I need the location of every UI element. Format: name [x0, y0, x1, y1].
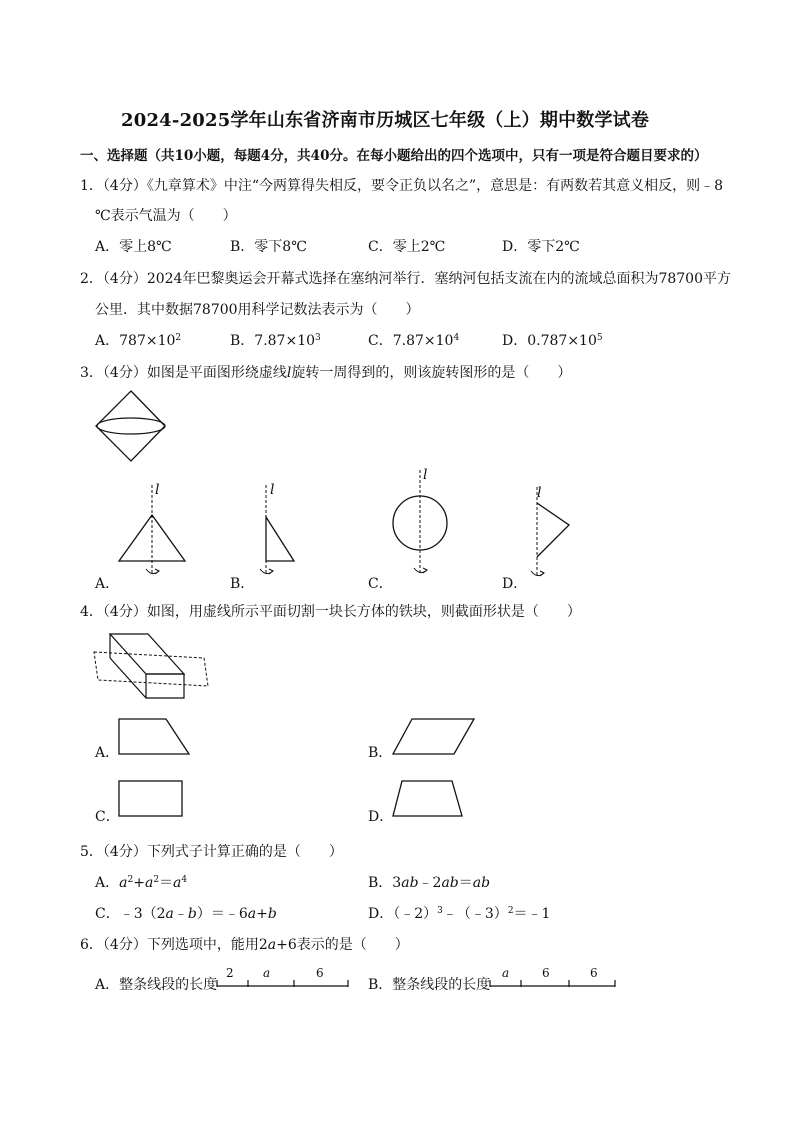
- option-a[interactable]: A．: [95, 576, 120, 592]
- cuboid-cut-figure: [92, 632, 212, 702]
- page-title: 2024-2025学年山东省济南市历城区七年级（上）期中数学试卷: [121, 110, 650, 131]
- option-d[interactable]: D．（﹣2）$^3$﹣（﹣3）$^2$＝﹣1: [368, 906, 551, 922]
- option-b[interactable]: B．: [230, 576, 255, 592]
- option-b[interactable]: B．零下8℃: [230, 239, 307, 255]
- wedge-axis-figure[interactable]: [525, 485, 585, 580]
- question-number: 2．: [80, 271, 103, 287]
- question-line: 4．（4分）如图，用虚线所示平面切割一块长方体的铁块，则截面形状是（ ）: [80, 604, 581, 620]
- rectangle-shape[interactable]: [118, 780, 184, 818]
- isosceles-trapezoid-shape[interactable]: [392, 780, 464, 818]
- trapezoid-right-slant-shape[interactable]: [118, 718, 192, 756]
- option-a[interactable]: A．零上8℃: [95, 239, 172, 255]
- axis-label: l: [537, 485, 542, 501]
- segment-figure: [216, 975, 351, 989]
- axis-label: l: [270, 482, 275, 498]
- option-d[interactable]: D．$0.787\times 10^5$: [502, 333, 603, 349]
- question-text: ℃表示气温为（ ）: [95, 208, 237, 224]
- question-text: （4分）《九章算术》中注“今两算得失相反，要令正负以名之”，意思是：有两数若其意义相反，则﹣8: [102, 178, 724, 194]
- option-b[interactable]: B．整条线段的长度: [368, 977, 491, 993]
- option-a[interactable]: A．$787\times 10^2$: [95, 333, 182, 349]
- option-c[interactable]: C．: [368, 576, 393, 592]
- option-c[interactable]: C．$7.87\times 10^4$: [368, 333, 460, 349]
- question-text: 公里．其中数据78700用科学记数法表示为（ ）: [95, 302, 420, 318]
- segment-label: a: [502, 966, 510, 980]
- section-heading: 一、选择题（共10小题，每题4分，共40分。在每小题给出的四个选项中，只有一项是符合题目要求的）: [80, 148, 708, 164]
- option-d[interactable]: D．零下2℃: [502, 239, 580, 255]
- option-c[interactable]: C．﹣3（2a﹣b）＝﹣6a+b: [95, 906, 277, 922]
- segment-label: a: [263, 966, 271, 980]
- option-d[interactable]: D．: [368, 809, 394, 825]
- option-b[interactable]: B．: [368, 745, 393, 761]
- question-line: 5．（4分）下列式子计算正确的是（ ）: [80, 844, 343, 860]
- option-a[interactable]: A．$a^2+a^2=a^4$: [95, 875, 188, 891]
- option-c[interactable]: C．零上2℃: [368, 239, 446, 255]
- option-b[interactable]: B．3ab﹣2ab＝ab: [368, 875, 491, 891]
- option-c[interactable]: C．: [95, 809, 120, 825]
- option-b[interactable]: B．$7.87\times 10^3$: [230, 333, 321, 349]
- segment-label: 2: [226, 966, 234, 980]
- option-a[interactable]: A．整条线段的长度: [95, 977, 218, 993]
- question-line: [80, 175, 723, 195]
- right-triangle-axis-figure[interactable]: [252, 483, 312, 578]
- question-text: （4分）2024年巴黎奥运会开幕式选择在塞纳河举行．塞纳河包括支流在内的流域总面积为78700平方: [102, 271, 731, 287]
- double-cone-figure: [95, 390, 167, 462]
- segment-label: 6: [316, 966, 324, 980]
- option-d[interactable]: D．: [502, 576, 528, 592]
- parallelogram-shape[interactable]: [392, 718, 476, 756]
- option-a[interactable]: A．: [95, 745, 120, 761]
- question-line: 6．（4分）下列选项中，能用2a+6表示的是（ ）: [80, 937, 409, 953]
- question-line: [80, 268, 731, 288]
- question-number: 1．: [80, 178, 103, 194]
- question-line: 3．（4分）如图是平面图形绕虚线l旋转一周得到的，则该旋转图形的是（ ）: [80, 365, 572, 381]
- circle-axis-figure[interactable]: [385, 468, 455, 578]
- axis-label: l: [155, 482, 160, 498]
- axis-label: l: [423, 467, 428, 483]
- segment-label: 6: [590, 966, 598, 980]
- segment-label: 6: [542, 966, 550, 980]
